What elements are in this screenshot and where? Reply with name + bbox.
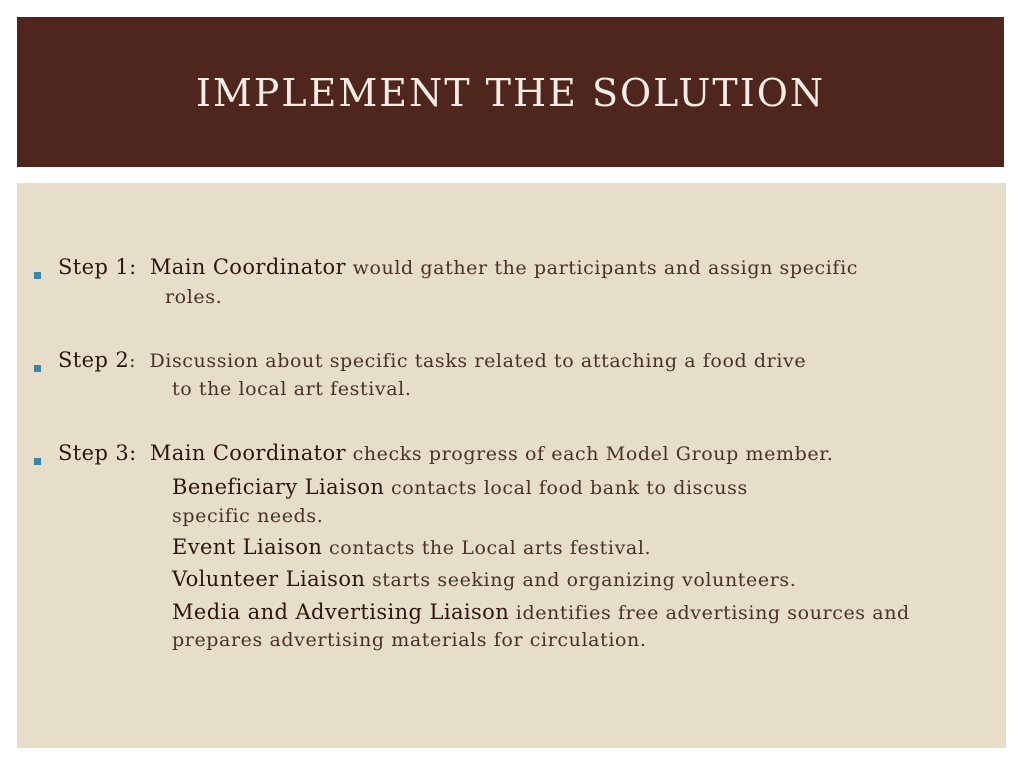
step-3-label: Step 3:: [58, 441, 137, 465]
title-banner: [17, 17, 1004, 167]
bullet-square-icon: [34, 365, 41, 372]
volunteer-liaison-role: Volunteer Liaison: [172, 567, 366, 591]
sub-item-volunteer-liaison: [172, 567, 796, 591]
beneficiary-liaison-continuation: specific needs.: [172, 505, 324, 527]
step-2-label: Step 2: [58, 348, 130, 372]
sub-item-media-advertising-liaison: [172, 600, 910, 624]
media-advertising-liaison-role: Media and Advertising Liaison: [172, 600, 510, 624]
step-1-role: Main Coordinator: [149, 255, 346, 279]
sub-item-beneficiary-liaison: [172, 475, 748, 499]
step-3-role: Main Coordinator: [149, 441, 346, 465]
step-1-text: would gather the participants and assign specific: [352, 257, 858, 279]
step-2-colon: :: [129, 350, 137, 372]
volunteer-liaison-text: starts seeking and organizing volunteers.: [371, 569, 797, 591]
step-2-text: Discussion about specific tasks related to attaching a food drive: [149, 350, 807, 372]
event-liaison-role: Event Liaison: [172, 535, 323, 559]
step-3-text: checks progress of each Model Group member.: [352, 443, 834, 465]
media-advertising-liaison-continuation: prepares advertising materials for circulation.: [172, 629, 647, 651]
step-1-line: [58, 255, 858, 279]
bullet-square-icon: [34, 458, 41, 465]
bullet-square-icon: [34, 272, 41, 279]
media-advertising-liaison-text: identifies free advertising sources and: [515, 602, 910, 624]
beneficiary-liaison-role: Beneficiary Liaison: [172, 475, 385, 499]
step-2-line: [58, 348, 806, 372]
sub-item-event-liaison: [172, 535, 651, 559]
step-3-line: [58, 441, 833, 465]
content-panel: [17, 183, 1006, 748]
step-2-continuation: to the local art festival.: [172, 378, 412, 400]
slide-title: IMPLEMENT THE SOLUTION: [195, 71, 826, 115]
beneficiary-liaison-text: contacts local food bank to discuss: [390, 477, 748, 499]
step-1-continuation: roles.: [165, 286, 223, 308]
event-liaison-text: contacts the Local arts festival.: [328, 537, 652, 559]
step-1-label: Step 1:: [58, 255, 137, 279]
